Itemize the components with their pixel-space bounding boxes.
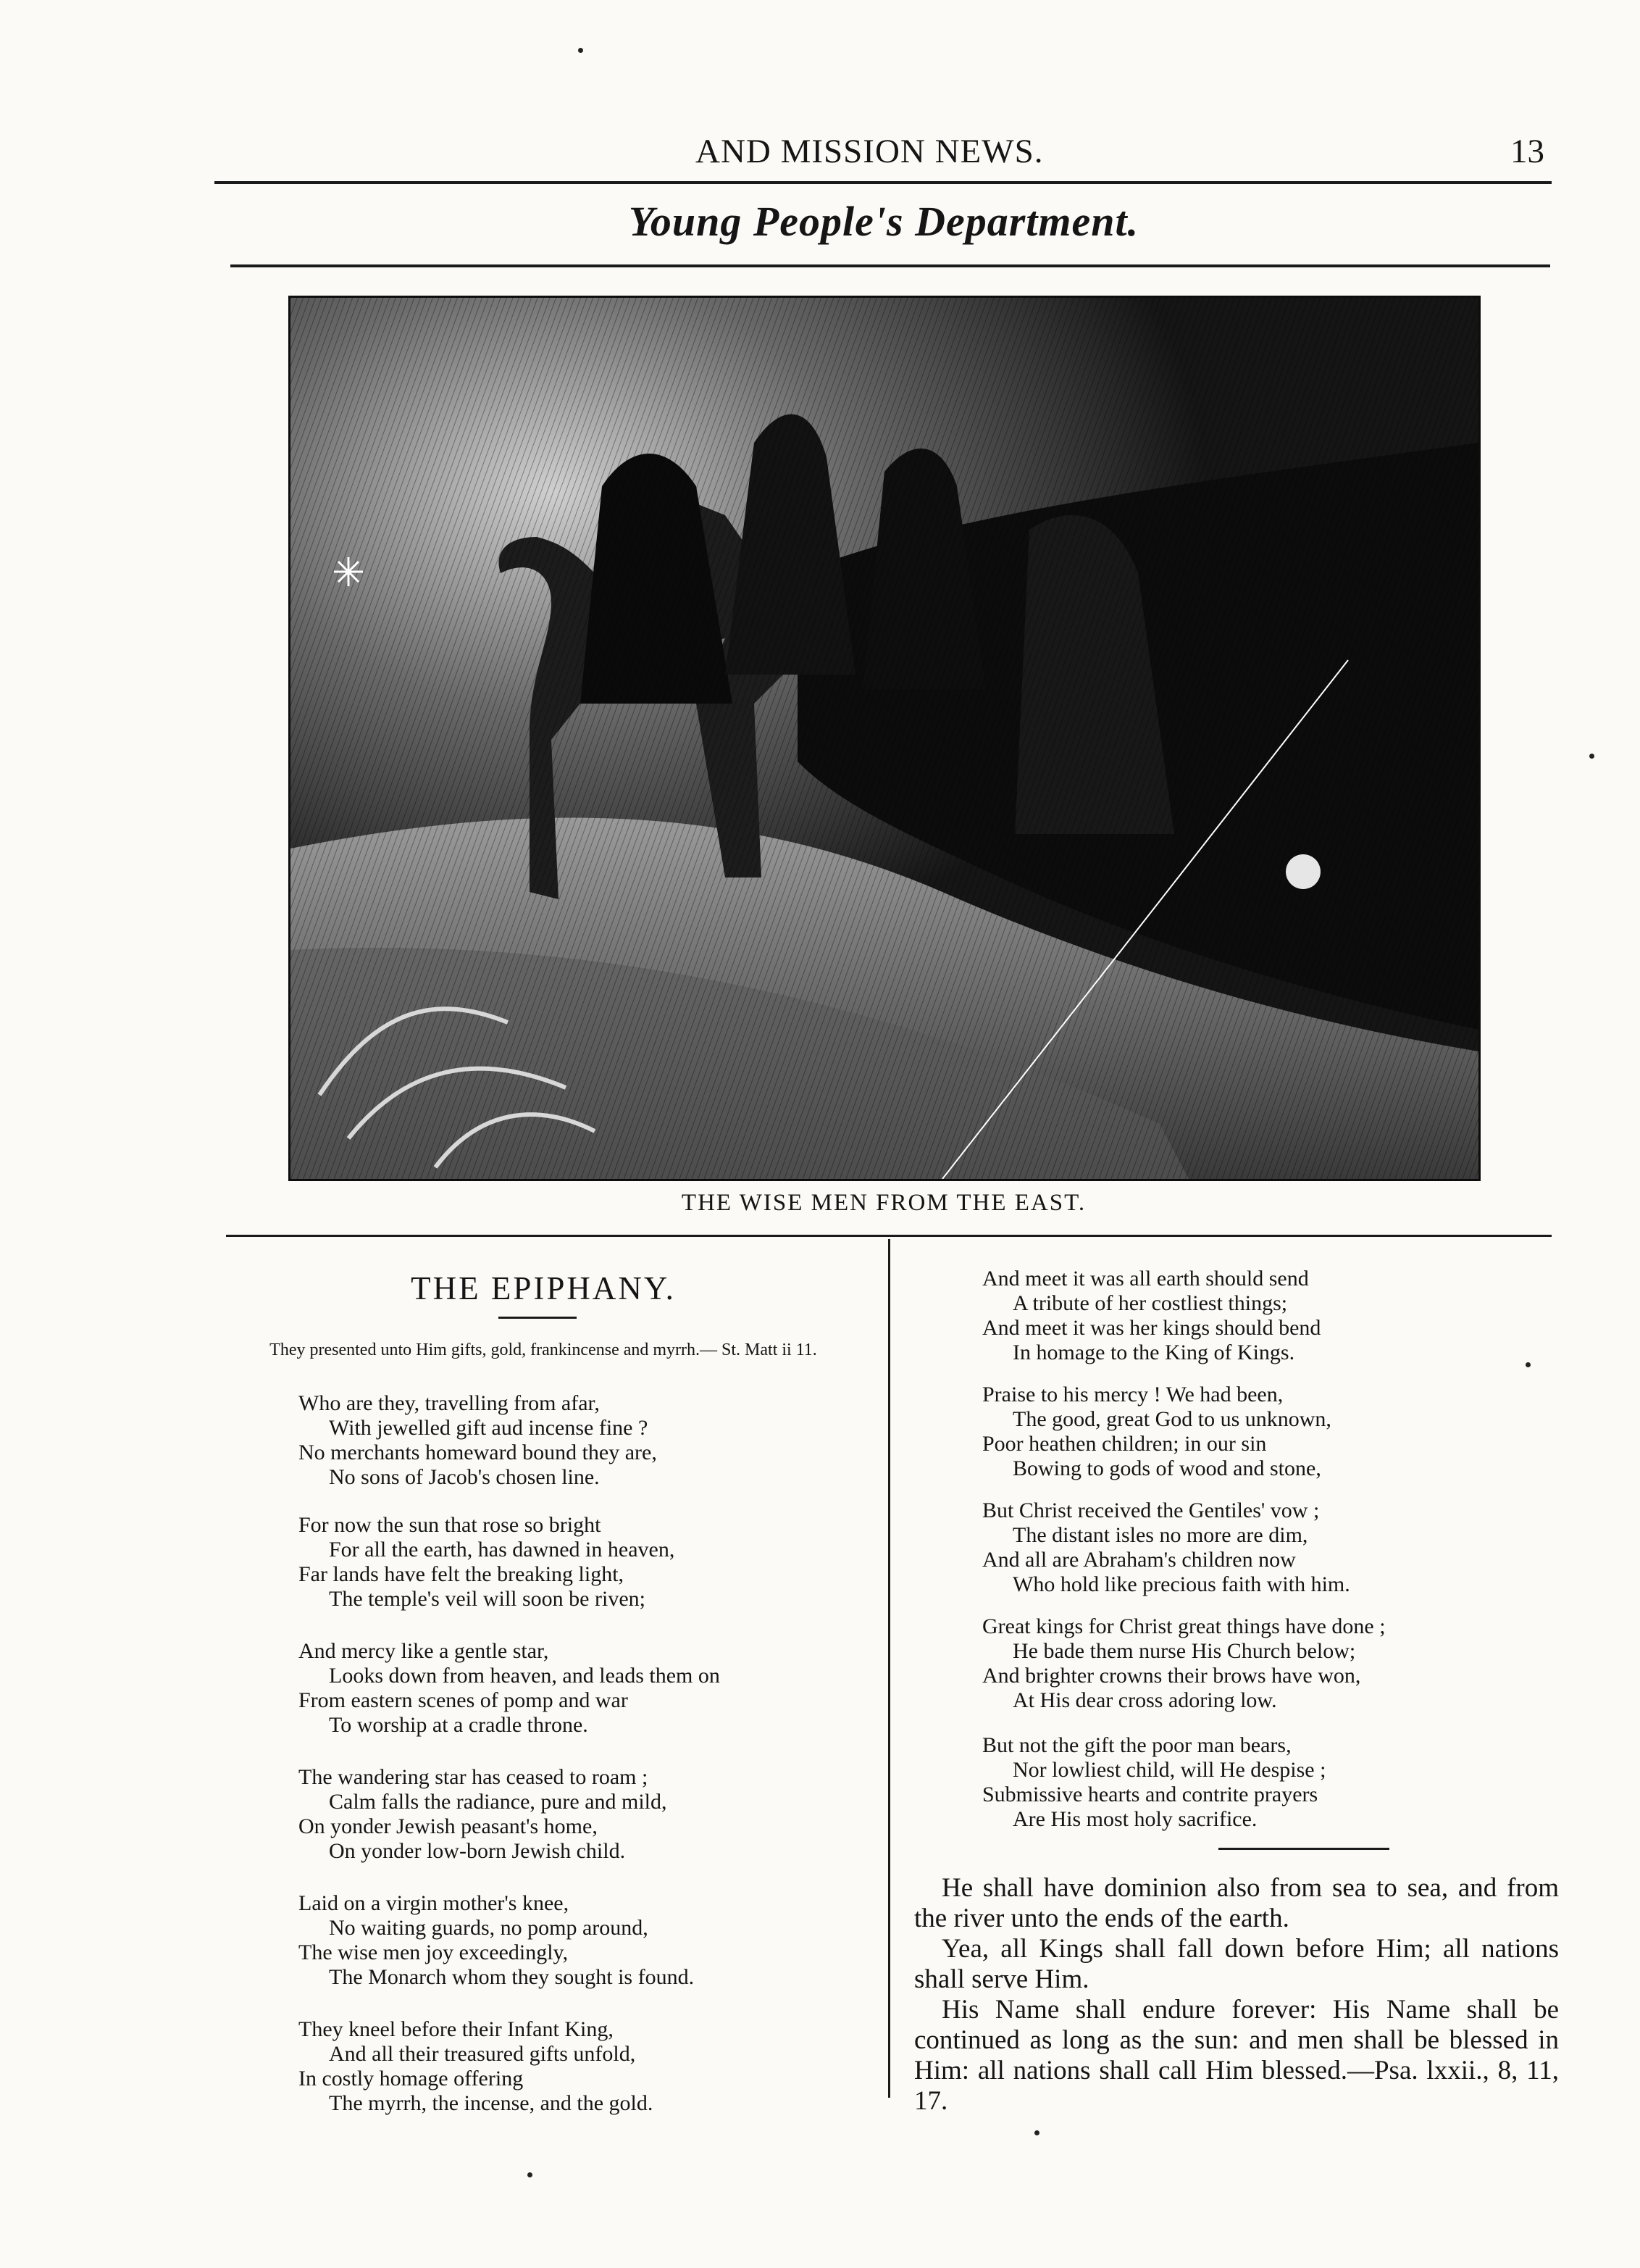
verse-line: The good, great God to us unknown, [1013,1407,1331,1431]
scripture-verse: He shall have dominion also from sea to sea, and from the river unto the ends of the earth. [914,1873,1559,1933]
stanza [982,1383,1331,1481]
verse-line: From eastern scenes of pomp and war [298,1688,628,1712]
stanza [982,1267,1321,1365]
verse-line: And brighter crowns their brows have won, [982,1664,1361,1688]
verse-line: Laid on a virgin mother's knee, [298,1891,569,1915]
verse-line: To worship at a cradle throne. [329,1713,588,1737]
header-rule [214,181,1552,184]
scan-speck [1034,2130,1039,2135]
verse-line: And mercy like a gentle star, [298,1639,549,1663]
verse-line: A tribute of her costliest things; [1013,1291,1288,1315]
verse-line: The Monarch whom they sought is found. [329,1965,695,1989]
wise-men-illustration [288,296,1481,1181]
verse-line: Who are they, travelling from afar, [298,1391,600,1415]
verse-line: The wise men joy exceedingly, [298,1940,569,1964]
engraving-image [290,298,1478,1179]
page-number: 13 [1510,133,1544,170]
department-title: Young People's Department. [628,198,1139,245]
stanza [982,1498,1350,1597]
verse-line: Calm falls the radiance, pure and mild, [329,1790,667,1814]
stanza [298,1891,694,1990]
verse-line: The distant isles no more are dim, [1013,1523,1308,1547]
scan-speck [527,2172,532,2177]
verse-line: And all are Abraham's children now [982,1548,1296,1572]
poem-title: THE EPIPHANY. [411,1270,676,1306]
poem-end-rule [1218,1848,1389,1850]
verse-line: For now the sun that rose so bright [298,1513,601,1537]
verse-line: The wandering star has ceased to roam ; [298,1765,648,1789]
verse-line: No sons of Jacob's chosen line. [329,1465,600,1489]
department-rule [230,264,1550,267]
verse-line: On yonder Jewish peasant's home, [298,1814,598,1838]
verse-line: They kneel before their Infant King, [298,2017,614,2041]
verse-line: Nor lowliest child, will He despise ; [1013,1758,1326,1782]
verse-line: No waiting guards, no pomp around, [329,1916,648,1940]
verse-line: Looks down from heaven, and leads them on [329,1664,720,1688]
verse-line: He bade them nurse His Church below; [1013,1639,1356,1663]
verse-line: Are His most holy sacrifice. [1013,1807,1258,1831]
verse-line: No merchants homeward bound they are, [298,1441,657,1464]
scripture-verse: His Name shall endure forever: His Name shall be continued as long as the sun: and men shall be blessed in Him: all nations shall call Him blessed.—Psa. lxxii., 8, 11, 17. [914,1995,1559,2116]
title-rule [498,1317,577,1319]
verse-line: But not the gift the poor man bears, [982,1733,1292,1757]
verse-line: And meet it was her kings should bend [982,1316,1321,1340]
verse-line: Great kings for Christ great things have done ; [982,1614,1386,1638]
poem-epigraph: They presented unto Him gifts, gold, frankincense and myrrh.— St. Matt ii 11. [269,1341,817,1359]
scan-speck [1526,1362,1531,1367]
verse-line: The temple's veil will soon be riven; [329,1587,645,1611]
scripture-verse: Yea, all Kings shall fall down before Him; all nations shall serve Him. [914,1934,1559,1994]
verse-line: With jewelled gift aud incense fine ? [329,1416,648,1440]
illustration-caption: THE WISE MEN FROM THE EAST. [681,1190,1087,1216]
caption-rule [226,1235,1552,1237]
verse-line: In homage to the King of Kings. [1013,1341,1295,1364]
column-divider [888,1239,890,2098]
verse-line: For all the earth, has dawned in heaven, [329,1538,675,1562]
scripture-passage [914,1873,1559,2117]
verse-line: And all their treasured gifts unfold, [329,2042,636,2066]
stanza [982,1733,1326,1832]
verse-line: But Christ received the Gentiles' vow ; [982,1498,1320,1522]
verse-line: Bowing to gods of wood and stone, [1013,1456,1321,1480]
verse-line: And meet it was all earth should send [982,1267,1309,1291]
verse-line: Submissive hearts and contrite prayers [982,1783,1318,1806]
stanza [298,1391,657,1490]
verse-line: Far lands have felt the breaking light, [298,1562,624,1586]
running-head [217,132,1550,183]
scan-speck [578,48,583,53]
verse-line: Praise to his mercy ! We had been, [982,1383,1284,1406]
stanza [298,2017,653,2116]
scan-speck [1589,754,1594,759]
verse-line: The myrrh, the incense, and the gold. [329,2091,653,2115]
verse-line: Poor heathen children; in our sin [982,1432,1267,1456]
verse-line: On yonder low-born Jewish child. [329,1839,626,1863]
verse-line: Who hold like precious faith with him. [1013,1572,1350,1596]
stanza [298,1639,720,1738]
stanza [298,1765,667,1864]
verse-line: At His dear cross adoring low. [1013,1688,1277,1712]
running-title: AND MISSION NEWS. [695,133,1044,170]
star-icon [334,557,363,586]
verse-line: In costly homage offering [298,2067,524,2090]
stanza [298,1513,674,1612]
stanza [982,1614,1386,1713]
